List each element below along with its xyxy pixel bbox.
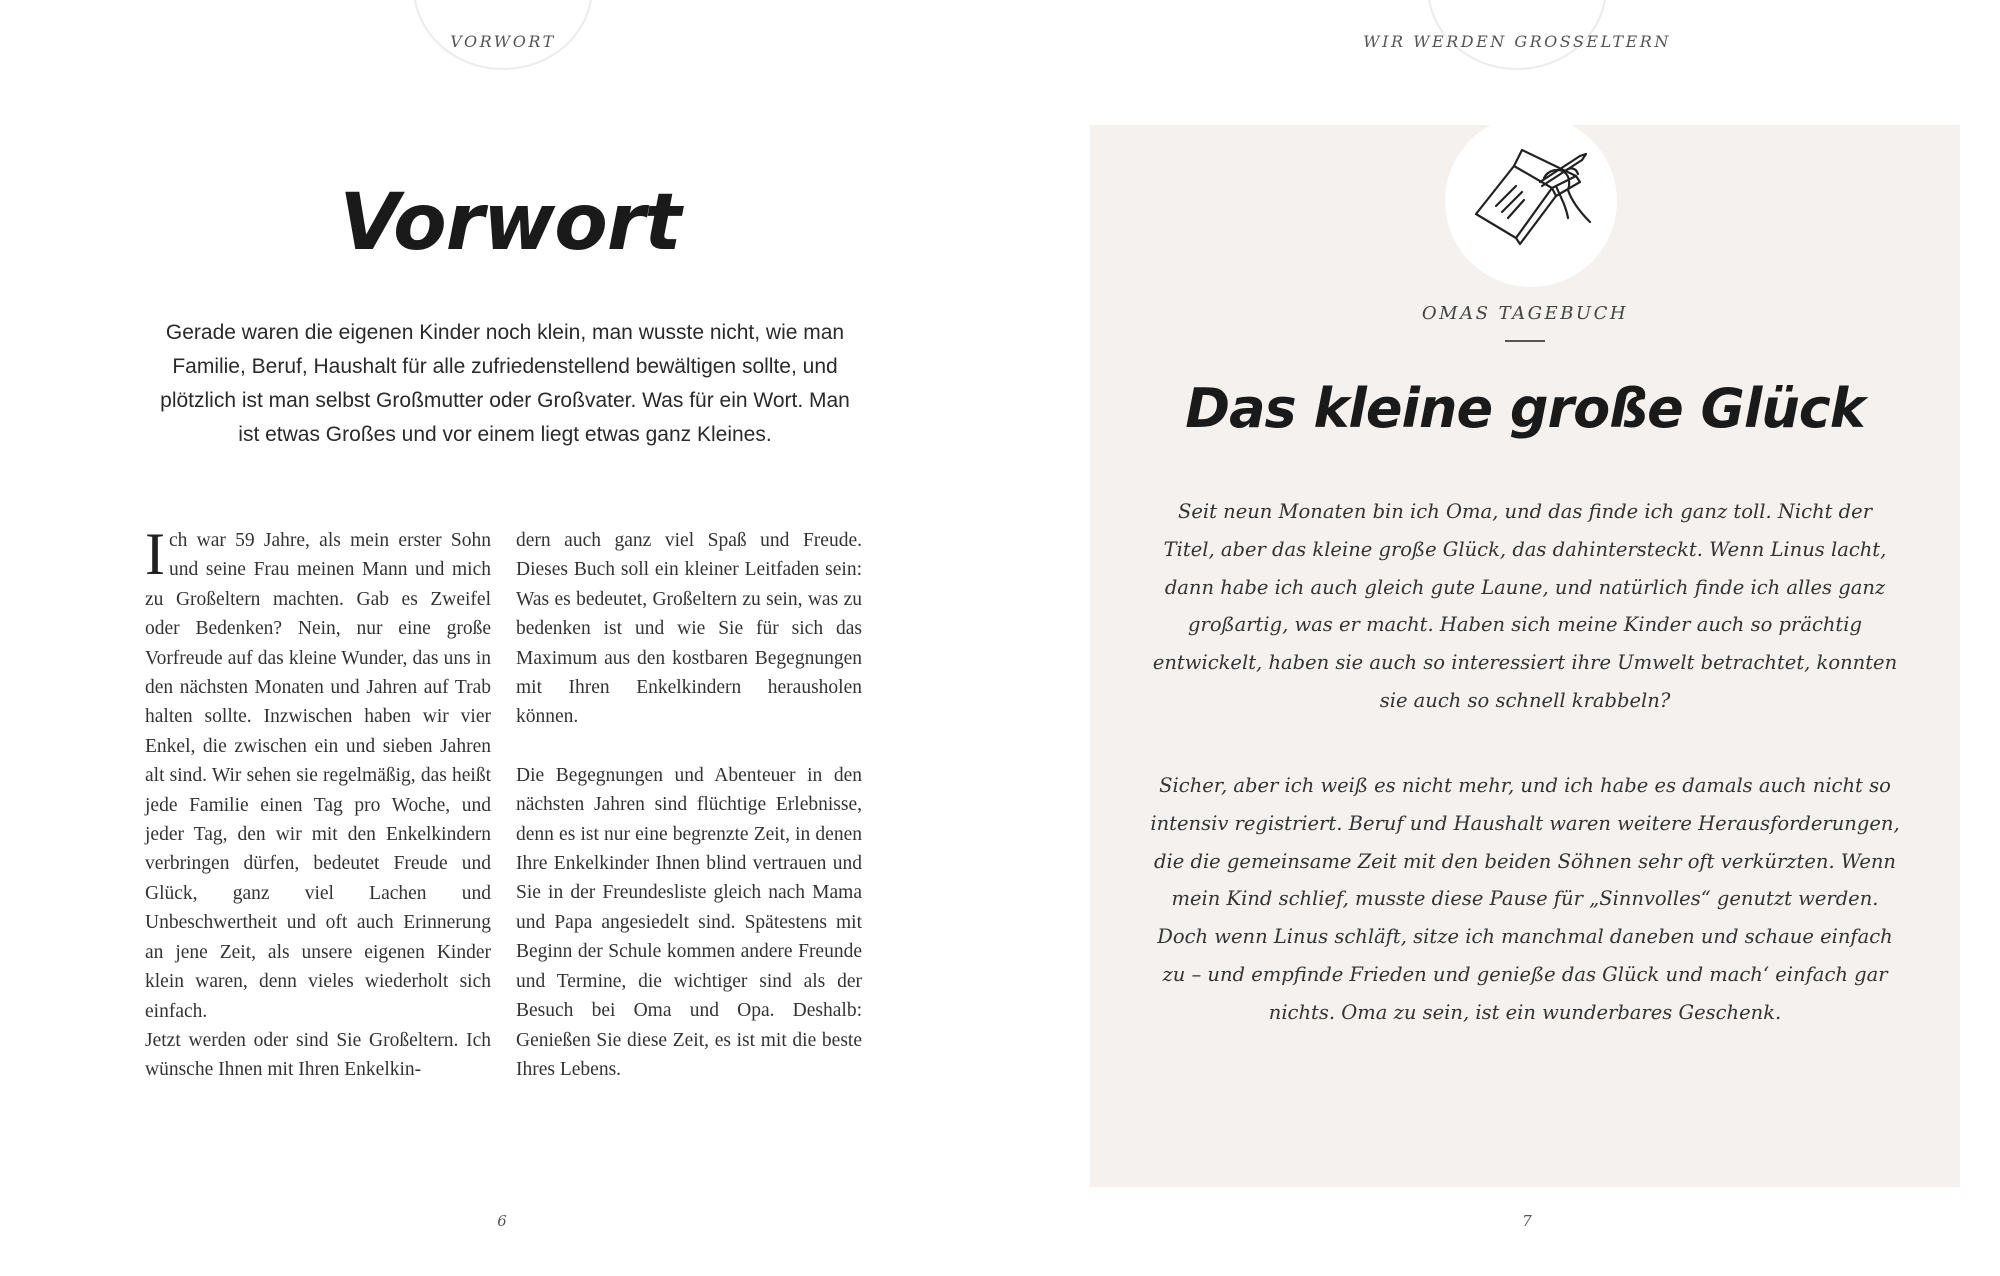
diary-box bbox=[1090, 125, 1960, 1187]
column-2-paragraph-2: Die Begegnungen und Abenteuer in den nächsten Jahren sind flüchtige Erlebnisse, denn es ist nur eine begrenzte Zeit, in denen Ihre Enkelkinder Ihnen blind vertrauen und Sie in der Freundesliste gleich nach Mama und Papa angesiedelt sind. Spätestens mit Beginn der Schule kommen andere Freunde und Termine, die wichtiger sind als der Besuch bei Oma und Opa. Deshalb: Genießen Sie diese Zeit, es ist mit die beste Ihres Lebens. bbox=[516, 764, 862, 1080]
page-number-left: 6 bbox=[497, 1212, 507, 1230]
diary-title: Das kleine große Glück bbox=[1185, 377, 1865, 440]
column-1-paragraph-1-text: ch war 59 Jahre, als mein erster Sohn und seine Frau meinen Mann und mich zu Großeltern machten. Gab es Zweifel oder Bedenken? Nein, nur eine große Vorfreude auf das kleine Wunder, das uns in den nächsten Monaten und Jahren auf Trab halten sollte. Inzwischen haben wir vier Enkel, die zwischen ein und sieben Jahren alt sind. Wir sehen sie regelmäßig, das heißt jede Familie einen Tag pro Woche, und jeder Tag, den wir mit den Enkelkindern verbringen dürfen, bedeutet Freude und Glück, ganz viel Lachen und Unbeschwertheit und oft auch Erinnerung an jene Zeit, als unsere eigenen Kinder klein waren, denn vieles wiederholt sich einfach. bbox=[145, 530, 491, 1022]
intro-paragraph: Gerade waren die eigenen Kinder noch klein, man wusste nicht, wie man Familie, Beruf, Haushalt für alle zufriedenstellend bewältigen sollte, und plötzlich ist man selbst Großmutter oder Großvater. Was für ein Wort. Man ist etwas Großes und vor einem liegt etwas ganz Kleines. bbox=[160, 321, 850, 446]
running-head-right: WIR WERDEN GROSSELTERN bbox=[1363, 32, 1671, 51]
icon-badge bbox=[1445, 115, 1617, 287]
column-1-paragraph-1 bbox=[145, 521, 491, 1026]
text-column-2 bbox=[516, 526, 862, 1084]
right-page bbox=[1005, 0, 2000, 1276]
running-head-left: VORWORT bbox=[450, 32, 556, 51]
section-kicker: OMAS TAGEBUCH bbox=[1421, 303, 1629, 324]
page-title: Vorwort bbox=[339, 178, 681, 268]
drop-cap: I bbox=[145, 521, 165, 587]
column-2-paragraph-1: dern auch ganz viel Spaß und Freude. Dieses Buch soll ein kleiner Leitfaden sein: Was es bedeutet, Großeltern zu sein, was zu bedenken ist und wie Sie für sich das Maximum aus den kostbaren Begegnungen mit Ihren Enkelkindern herausholen können. bbox=[516, 530, 862, 728]
diary-paragraph-2: Sicher, aber ich weiß es nicht mehr, und ich habe es damals auch nicht so intensiv registriert. Beruf und Haushalt waren weitere Herausforderungen, die die gemeinsame Zeit mit den beiden Söhnen sehr oft verkürzten. Wenn mein Kind schlief, musste diese Pause für „Sinnvolles“ genutzt werden. Doch wenn Linus schläft, sitze ich manchmal daneben und schaue einfach zu – und empfinde Frieden und genieße das Glück und mach‘ einfach gar nichts. Oma zu sein, ist ein wunderbares Geschenk. bbox=[1150, 774, 1900, 1024]
column-1-paragraph-2: Jetzt werden oder sind Sie Großeltern. Ich wünsche Ihnen mit Ihren Enkelkin- bbox=[145, 1029, 491, 1081]
page-number-right: 7 bbox=[1522, 1212, 1532, 1230]
diary-paragraph-1: Seit neun Monaten bin ich Oma, und das finde ich ganz toll. Nicht der Titel, aber das kleine große Glück, das dahintersteckt. Wenn Linus lacht, dann habe ich auch gleich gute Laune, und natürlich finde ich alles ganz großartig, was er macht. Haben sich meine Kinder auch so prächtig entwickelt, haben sie auch so interessiert ihre Umwelt betrachtet, konnten sie auch so schnell krabbeln? bbox=[1152, 500, 1898, 712]
kicker-divider bbox=[1505, 340, 1545, 342]
text-column-1 bbox=[145, 521, 491, 1085]
